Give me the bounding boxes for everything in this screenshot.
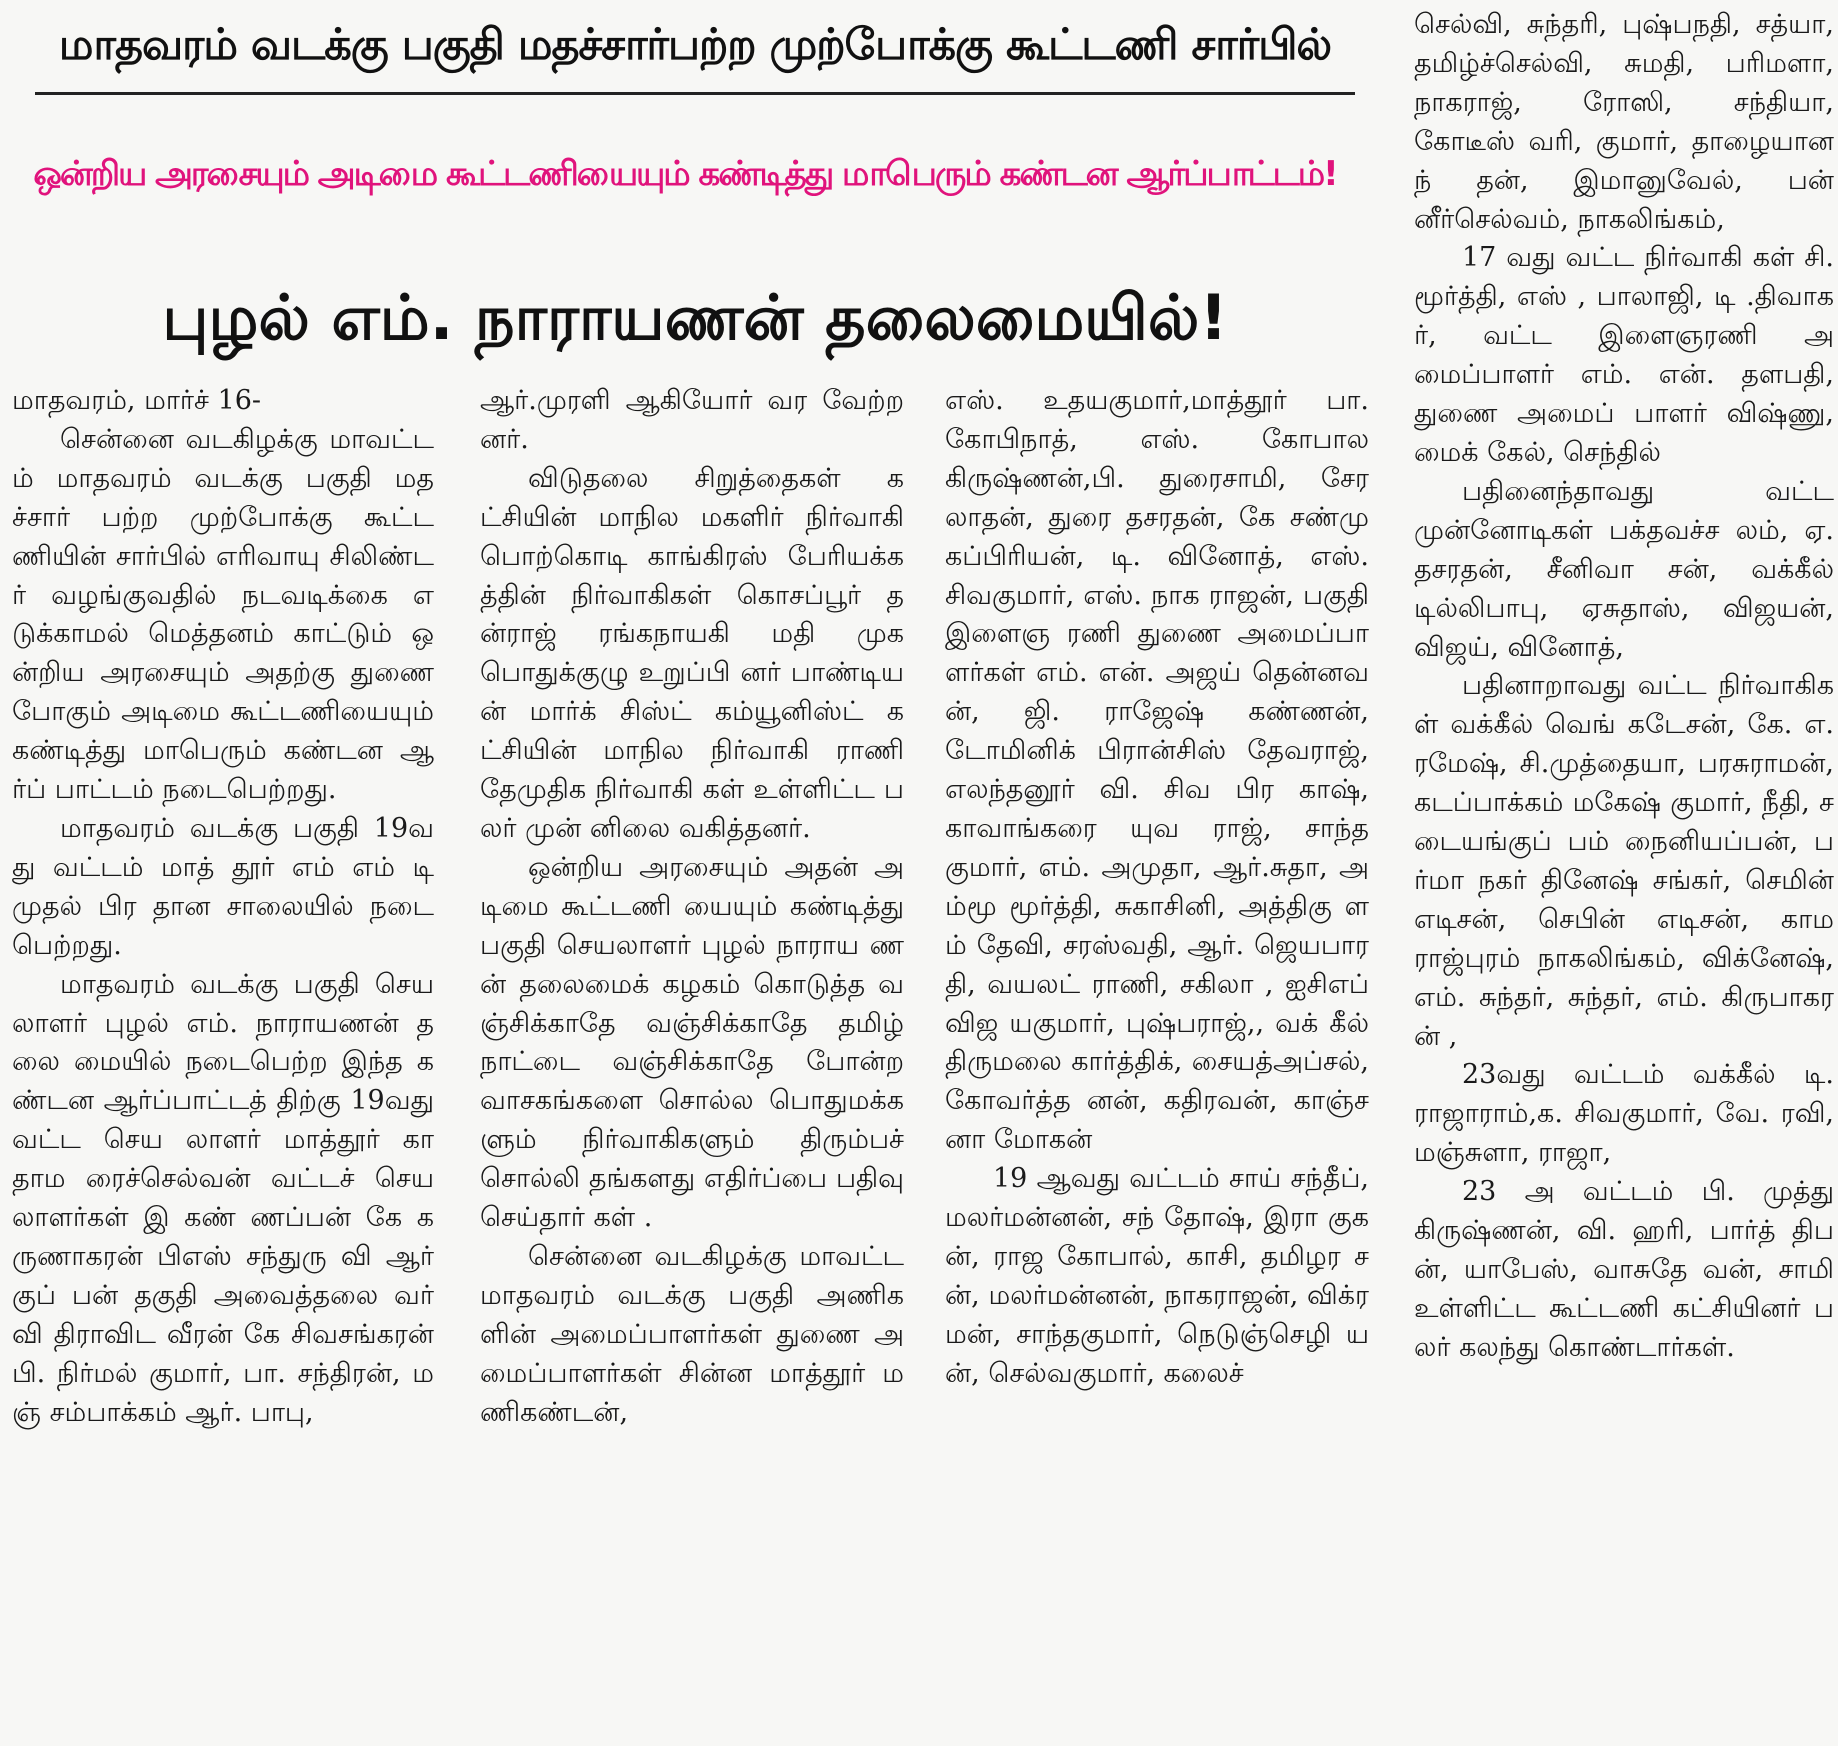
paragraph: 17 வது வட்ட நிர்வாகி கள் சி. மூர்த்தி, எஸ் , பாலாஜி, டி .திவாகர், வட்ட இளைஞரணி அமைப்பாளர் எம். என். தளபதி, துணை அமைப் பாளர் விஷ்ணு, மைக் கேல், செந்தில் <box>1414 242 1834 468</box>
paragraph: பதினைந்தாவது வட்ட முன்னோடிகள் பக்தவச்ச லம், ஏ. தசரதன், சீனிவா சன், வக்கீல் டில்லிபாபு, ஏசுதாஸ், விஜயன், விஜய், வினோத், <box>1414 475 1834 663</box>
paragraph: சென்னை வடகிழக்கு மாவட்ட மாதவரம் வடக்கு பகுதி அணிகளின் அமைப்பாளர்கள் துணை அமைப்பாளர்கள் சின்ன மாத்தூர் மணிகண்டன், <box>480 1240 904 1428</box>
main-headline: ஒன்றிய அரசையும் அடிமை கூட்டணியையும் கண்டித்து மாபெரும் கண்டன ஆர்ப்பாட்டம்! <box>33 154 1337 194</box>
paragraph: விடுதலை சிறுத்தைகள் கட்சியின் மாநில மகளிர் நிர்வாகி பொற்கொடி காங்கிரஸ் பேரியக்கத்தின் நிர்வாகிகள் கொசப்பூர் தன்ராஜ் ரங்கநாயகி மதி முக பொதுக்குழு உறுப்பி னர் பாண்டியன் மார்க் சிஸ்ட் கம்யூனிஸ்ட் கட்சியின் மாநில நிர்வாகி ராணி தேமுதிக நிர்வாகி கள் உள்ளிட்ட பலர் முன் னிலை வகித்தனர். <box>480 462 904 844</box>
article-column-4 <box>1414 6 1834 1742</box>
sub-headline: புழல் எம். நாராயணன் தலைமையில்! <box>162 281 1228 354</box>
headline-block <box>0 0 1390 370</box>
article-column-3 <box>945 382 1369 1742</box>
paragraph: ஆர்.முரளி ஆகியோர் வர வேற்றனர். <box>480 385 904 455</box>
paragraph: மாதவரம் வடக்கு பகுதி 19வது வட்டம் மாத் தூர் எம் எம் டி முதல் பிர தான சாலையில் நடை பெற்றது. <box>12 812 434 961</box>
paragraph: 23 அ வட்டம் பி. முத்து கிருஷ்ணன், வி. ஹரி, பார்த் திபன், யாபேஸ், வாசுதே வன், சாமி உள்ளிட்ட கூட்டணி கட்சியினர் பலர் கலந்து கொண்டார்கள். <box>1414 1176 1834 1363</box>
headline-divider <box>35 92 1355 95</box>
paragraph: எஸ். உதயகுமார்,மாத்தூர் பா. கோபிநாத், எஸ். கோபாலகிருஷ்ணன்,பி. துரைசாமி, சேரலாதன், துரை தசரதன், கே சண்மு கப்பிரியன், டி. வினோத், எஸ். சிவகுமார், எஸ். நாக ராஜன், பகுதி இளைஞ ரணி துணை அமைப்பா ளர்கள் எம். என். அஜய் தென்னவன், ஜி. ராஜேஷ் கண்ணன், டோமினிக் பிரான்சிஸ் தேவராஜ், எலந்தனூர் வி. சிவ பிர காஷ், காவாங்கரை யுவ ராஜ், சாந்தகுமார், எம். அமுதா, ஆர்.சுதா, அம்மூ மூர்த்தி, சுகாசினி, அத்திகு ளம் தேவி, சரஸ்வதி, ஆர். ஜெயபாரதி, வயலட் ராணி, சகிலா , ஐசிஎப் விஜ யகுமார், புஷ்பராஜ்,, வக் கீல் திருமலை கார்த்திக், சையத்அப்சல், கோவர்த்த னன், கதிரவன், காஞ்சனா மோகன் <box>945 385 1369 1156</box>
paragraph: 23வது வட்டம் வக்கீல் டி. ராஜாராம்,க. சிவகுமார், வே. ரவி, மஞ்சுளா, ராஜா, <box>1414 1059 1834 1169</box>
paragraph: 19 ஆவது வட்டம் சாய் சந்தீப்,மலர்மன்னன், சந் தோஷ், இரா குகன், ராஜ கோபால், காசி, தமிழர சன், மலர்மன்னன், நாகராஜன், விக்ரமன், சாந்தகுமார், நெடுஞ்செழி யன், செல்வகுமார், கலைச் <box>945 1163 1369 1389</box>
paragraph: ஒன்றிய அரசையும் அதன் அடிமை கூட்டணி யையும் கண்டித்து பகுதி செயலாளர் புழல் நாராய ணன் தலைமைக் கழகம் கொடுத்த வஞ்சிக்காதே வஞ்சிக்காதே தமிழ் நாட்டை வஞ்சிக்காதே போன்ற வாசகங்களை சொல்ல பொதுமக்களும் நிர்வாகிகளும் திரும்பச் சொல்லி தங்களது எதிர்ப்பை பதிவு செய்தார் கள் . <box>480 851 904 1234</box>
dateline: மாதவரம், மார்ச் 16- <box>12 385 262 416</box>
paragraph: செல்வி, சுந்தரி, புஷ்பநதி, சத்யா, தமிழ்ச்செல்வி, சுமதி, பரிமளா, நாகராஜ், ரோஸி, சந்தியா, கோடீஸ் வரி, குமார், தாழையானந் தன், இமானுவேல், பன் னீர்செல்வம், நாகலிங்கம், <box>1414 9 1834 235</box>
paragraph: சென்னை வடகிழக்கு மாவட்டம் மாதவரம் வடக்கு பகுதி மதச்சார் பற்ற முற்போக்கு கூட்டணியின் சார்பில் எரிவாயு சிலிண்டர் வழங்குவதில் நடவடிக்கை எடுக்காமல் மெத்தனம் காட்டும் ஒன்றிய அரசையும் அதற்கு துணை போகும் அடிமை கூட்டணியையும் கண்டித்து மாபெரும் கண்டன ஆர்ப் பாட்டம் நடைபெற்றது. <box>12 423 434 806</box>
article-column-1 <box>12 382 434 1742</box>
paragraph: பதினாறாவது வட்ட நிர்வாகிகள் வக்கீல் வெங் கடேசன், கே. எ. ரமேஷ், சி.முத்தையா, பரசுராமன், கடப்பாக்கம் மகேஷ் குமார், நீதி, சடையங்குப் பம் நைனியப்பன், பர்மா நகர் தினேஷ் சங்கர், செமின் எடிசன், செபின் எடிசன், காமராஜ்புரம் நாகலிங்கம், விக்னேஷ், எம். சுந்தர், சுந்தர், எம். கிருபாகரன் , <box>1414 670 1834 1052</box>
kicker-headline: மாதவரம் வடக்கு பகுதி மதச்சார்பற்ற முற்போக்கு கூட்டணி சார்பில் <box>58 20 1332 70</box>
article-column-2 <box>480 382 904 1742</box>
paragraph: மாதவரம் வடக்கு பகுதி செயலாளர் புழல் எம். நாராயணன் தலை மையில் நடைபெற்ற இந்த கண்டன ஆர்ப்பாட்டத் திற்கு 19வது வட்ட செய லாளர் மாத்தூர் கா தாம ரைச்செல்வன் வட்டச் செயலாளர்கள் இ கண் ணப்பன் கே கருணாகரன் பிஎஸ் சந்துரு வி ஆர் குப் பன் தகுதி அவைத்தலை வர் வி திராவிட வீரன் கே சிவசங்கரன் பி. நிர்மல் குமார், பா. சந்திரன், மஞ் சம்பாக்கம் ஆர். பாபு, <box>12 968 434 1428</box>
